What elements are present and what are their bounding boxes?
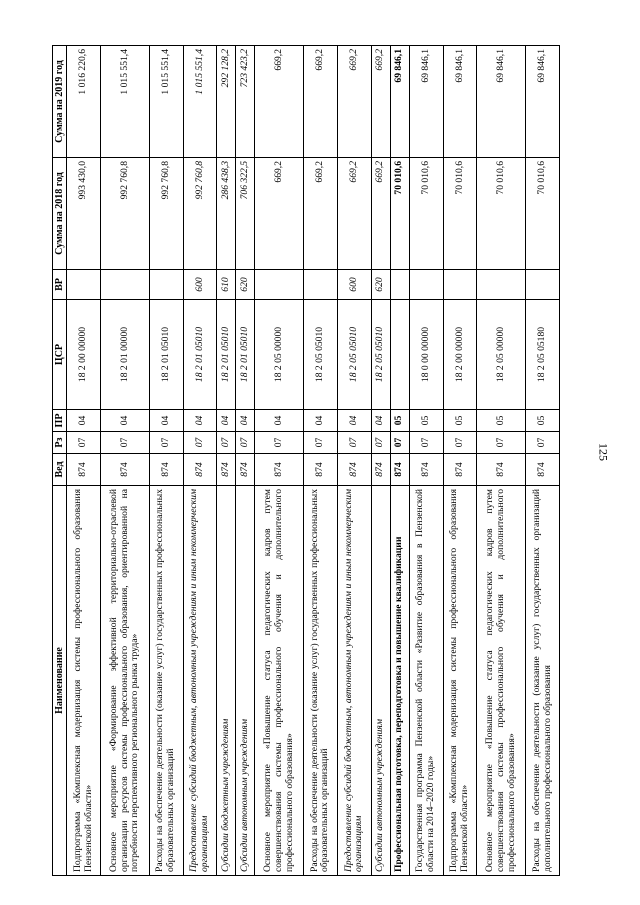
cell-name: Основное мероприятие «Повышение статуса педагогических кадров путем совершенствования системы профессионального обучения и дополнительного профессионального образования»	[255, 486, 304, 876]
cell-pr: 04	[149, 410, 183, 432]
cell-pr: 04	[217, 410, 236, 432]
page-number: 125	[596, 443, 611, 461]
cell-vr: 620	[371, 270, 390, 300]
cell-ved: 874	[337, 454, 371, 486]
table-row	[443, 46, 477, 876]
cell-name: Субсидии автономным учреждениям	[371, 486, 390, 876]
cell-csr: 18 2 01 05010	[149, 300, 183, 410]
cell-csr: 18 2 01 05010	[217, 300, 236, 410]
cell-ved: 874	[236, 454, 255, 486]
cell-csr: 18 2 00 00000	[67, 300, 101, 410]
cell-pr: 04	[337, 410, 371, 432]
cell-csr: 18 2 01 00000	[101, 300, 150, 410]
cell-pr: 04	[101, 410, 150, 432]
cell-ved: 874	[390, 454, 409, 486]
cell-name: Подпрограмма «Комплексная модернизация системы профессионального образования Пензенской области»	[67, 486, 101, 876]
cell-rz: 07	[67, 432, 101, 454]
cell-sum-2019: 669,2	[337, 46, 371, 158]
cell-sum-2019: 69 846,1	[390, 46, 409, 158]
budget-table	[52, 45, 560, 876]
cell-csr: 18 0 00 00000	[409, 300, 443, 410]
cell-name: Предоставление субсидий бюджетным, автономным учреждениям и иным некоммерческим организациям	[337, 486, 371, 876]
cell-ved: 874	[183, 454, 217, 486]
cell-rz: 07	[443, 432, 477, 454]
cell-sum-2018: 992 760,8	[183, 158, 217, 270]
table-row	[217, 46, 236, 876]
cell-rz: 07	[183, 432, 217, 454]
cell-vr	[149, 270, 183, 300]
cell-sum-2018: 993 430,0	[67, 158, 101, 270]
table-row	[67, 46, 101, 876]
cell-csr: 18 2 00 00000	[443, 300, 477, 410]
cell-name: Основное мероприятие «Повышение статуса педагогических кадров путем совершенствования системы профессионального обучения и дополнительного профессионального образования»	[477, 486, 526, 876]
cell-vr	[526, 270, 560, 300]
table-row	[183, 46, 217, 876]
cell-rz: 07	[337, 432, 371, 454]
cell-vr: 600	[337, 270, 371, 300]
cell-rz: 07	[526, 432, 560, 454]
cell-name: Профессиональная подготовка, переподготовка и повышение квалификации	[390, 486, 409, 876]
cell-sum-2018: 992 760,8	[149, 158, 183, 270]
cell-vr	[409, 270, 443, 300]
cell-sum-2018: 992 760,8	[101, 158, 150, 270]
cell-ved: 874	[304, 454, 338, 486]
cell-ved: 874	[67, 454, 101, 486]
header-rz: Рз	[53, 432, 67, 454]
cell-name: Предоставление субсидий бюджетным, автономным учреждениям и иным некоммерческим организациям	[183, 486, 217, 876]
cell-rz: 07	[304, 432, 338, 454]
cell-sum-2019: 1 015 551,4	[183, 46, 217, 158]
cell-name: Расходы на обеспечение деятельности (оказание услуг) государственных организаций дополнительного профессионального образования	[526, 486, 560, 876]
cell-csr: 18 2 05 05010	[304, 300, 338, 410]
header-vr: ВР	[53, 270, 67, 300]
cell-pr: 04	[183, 410, 217, 432]
cell-pr: 04	[371, 410, 390, 432]
cell-name: Государственная программа Пензенской области «Развитие образования в Пензенской области на 2014–2020 годы»	[409, 486, 443, 876]
table-row	[526, 46, 560, 876]
cell-ved: 874	[443, 454, 477, 486]
cell-csr: 18 2 05 05180	[526, 300, 560, 410]
cell-name: Субсидии автономным учреждениям	[236, 486, 255, 876]
cell-vr: 600	[183, 270, 217, 300]
cell-vr	[255, 270, 304, 300]
cell-rz: 07	[371, 432, 390, 454]
cell-vr	[477, 270, 526, 300]
cell-sum-2018: 706 322,5	[236, 158, 255, 270]
cell-csr	[390, 300, 409, 410]
cell-sum-2018: 669,2	[255, 158, 304, 270]
cell-sum-2018: 286 438,3	[217, 158, 236, 270]
table-row	[101, 46, 150, 876]
cell-rz: 07	[477, 432, 526, 454]
cell-pr: 04	[236, 410, 255, 432]
cell-name: Расходы на обеспечение деятельности (оказание услуг) государственных профессиональных образовательных организаций	[304, 486, 338, 876]
cell-sum-2018: 70 010,6	[390, 158, 409, 270]
cell-ved: 874	[255, 454, 304, 486]
cell-ved: 874	[477, 454, 526, 486]
header-name: Наименование	[53, 486, 67, 876]
cell-sum-2019: 723 423,2	[236, 46, 255, 158]
cell-pr: 05	[443, 410, 477, 432]
cell-sum-2019: 69 846,1	[409, 46, 443, 158]
header-pr: ПР	[53, 410, 67, 432]
cell-sum-2018: 70 010,6	[526, 158, 560, 270]
cell-sum-2018: 70 010,6	[409, 158, 443, 270]
table-body	[67, 46, 560, 876]
header-csr: ЦСР	[53, 300, 67, 410]
rotated-page	[52, 46, 560, 876]
cell-name: Расходы на обеспечение деятельности (оказание услуг) государственных профессиональных образовательных организаций	[149, 486, 183, 876]
cell-rz: 07	[390, 432, 409, 454]
cell-vr	[443, 270, 477, 300]
cell-vr: 620	[236, 270, 255, 300]
cell-sum-2018: 669,2	[337, 158, 371, 270]
cell-pr: 05	[526, 410, 560, 432]
cell-rz: 07	[255, 432, 304, 454]
cell-sum-2018: 669,2	[304, 158, 338, 270]
cell-sum-2018: 669,2	[371, 158, 390, 270]
cell-csr: 18 2 05 00000	[477, 300, 526, 410]
cell-vr	[390, 270, 409, 300]
cell-sum-2018: 70 010,6	[477, 158, 526, 270]
cell-vr: 610	[217, 270, 236, 300]
cell-pr: 04	[255, 410, 304, 432]
cell-pr: 04	[67, 410, 101, 432]
table-row	[477, 46, 526, 876]
table-row	[304, 46, 338, 876]
cell-csr: 18 2 01 05010	[236, 300, 255, 410]
cell-rz: 07	[101, 432, 150, 454]
cell-sum-2019: 669,2	[255, 46, 304, 158]
cell-sum-2019: 69 846,1	[526, 46, 560, 158]
cell-pr: 05	[477, 410, 526, 432]
header-row	[53, 46, 67, 876]
header-sum-2019: Сумма на 2019 год	[53, 46, 67, 158]
cell-sum-2018: 70 010,6	[443, 158, 477, 270]
header-sum-2018: Сумма на 2018 год	[53, 158, 67, 270]
cell-vr	[304, 270, 338, 300]
cell-pr: 04	[304, 410, 338, 432]
cell-sum-2019: 1 016 220,6	[67, 46, 101, 158]
cell-sum-2019: 292 128,2	[217, 46, 236, 158]
cell-rz: 07	[217, 432, 236, 454]
table-row	[337, 46, 371, 876]
cell-vr	[67, 270, 101, 300]
cell-rz: 07	[409, 432, 443, 454]
table-row	[149, 46, 183, 876]
cell-sum-2019: 69 846,1	[477, 46, 526, 158]
cell-name: Субсидии бюджетным учреждениям	[217, 486, 236, 876]
cell-vr	[101, 270, 150, 300]
cell-rz: 07	[149, 432, 183, 454]
cell-ved: 874	[149, 454, 183, 486]
cell-name: Подпрограмма «Комплексная модернизация системы профессионального образования Пензенской области»	[443, 486, 477, 876]
cell-ved: 874	[371, 454, 390, 486]
header-ved: Вед	[53, 454, 67, 486]
cell-csr: 18 2 05 05010	[337, 300, 371, 410]
cell-rz: 07	[236, 432, 255, 454]
table-row	[409, 46, 443, 876]
cell-sum-2019: 1 015 551,4	[101, 46, 150, 158]
table-row	[236, 46, 255, 876]
cell-sum-2019: 69 846,1	[443, 46, 477, 158]
cell-ved: 874	[217, 454, 236, 486]
cell-sum-2019: 669,2	[304, 46, 338, 158]
table-row	[371, 46, 390, 876]
cell-ved: 874	[526, 454, 560, 486]
table-row	[255, 46, 304, 876]
cell-ved: 874	[409, 454, 443, 486]
cell-csr: 18 2 01 05010	[183, 300, 217, 410]
cell-pr: 05	[390, 410, 409, 432]
cell-name: Основное мероприятие «Формирование эффективной территориально-отраслевой организации ресурсов системы профессионального образования, ориентированной на потребности перспективного регионального рынка труда»	[101, 486, 150, 876]
table-row	[390, 46, 409, 876]
cell-csr: 18 2 05 00000	[255, 300, 304, 410]
cell-ved: 874	[101, 454, 150, 486]
cell-pr: 05	[409, 410, 443, 432]
cell-sum-2019: 1 015 551,4	[149, 46, 183, 158]
cell-csr: 18 2 05 05010	[371, 300, 390, 410]
cell-sum-2019: 669,2	[371, 46, 390, 158]
